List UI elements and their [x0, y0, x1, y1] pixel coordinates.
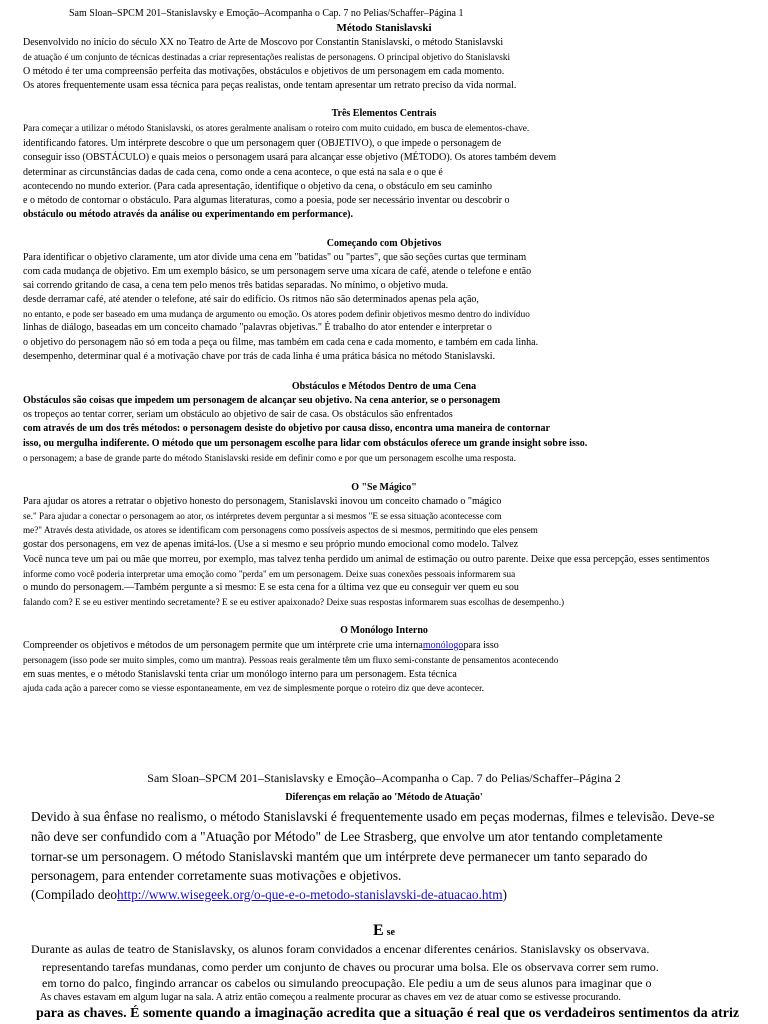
body-line: me?" Através desta atividade, os atores se identificam com personagens como possíveis aspectos de si mesmos, permitindo que eles pensem: [23, 525, 538, 535]
heading-small-text: se: [386, 927, 395, 938]
body-line: sai correndo gritando de casa, a cena tem pelo menos três batidas separadas. No mínimo, o objetivo muda.: [23, 280, 449, 291]
body-line: não deve ser confundido com a "Atuação por Método" de Lee Strasberg, que envolve um ator tentando completamente: [31, 829, 663, 844]
body-line: linhas de diálogo, baseadas em um conceito chamado "palavras objetivas." É trabalho do ator entender e interpretar o: [23, 322, 492, 333]
page-header: Sam Sloan–SPCM 201–Stanislavsky e Emoção–Acompanha o Cap. 7 do Pelias/Schaffer–Página 2: [147, 771, 621, 785]
heading-big-letter: E: [372, 922, 384, 939]
monologo-link[interactable]: monólogo: [422, 640, 464, 651]
body-line: Você nunca teve um pai ou mãe que morreu, por exemplo, mas talvez tenha perdido um animal de estimação ou outro parente. Deixe que essa percepção, esses sentimentos: [23, 554, 710, 565]
body-line: no entanto, e pode ser baseado em uma mudança de argumento ou emoção. Os atores podem definir objetivos mesmo dentro do indivíduo: [23, 309, 530, 319]
compiled-text: (Compilado deo: [31, 887, 118, 902]
body-line: tornar-se um personagem. O método Stanislavski mantém que um intérprete deve permanecer um tanto separado do: [31, 849, 648, 864]
body-line: ajuda cada ação a parecer como se viesse espontaneamente, em vez de simplesmente porque o roteiro diz que deve acontecer.: [23, 683, 484, 693]
body-line: o objetivo do personagem não só em toda a peça ou filme, mas também em cada cena e cada momento, e também em cada linha.: [23, 337, 539, 348]
body-line: Devido à sua ênfase no realismo, o método Stanislavski é frequentemente usado em peças modernas, filmes e televisão. Deve-se: [31, 809, 715, 824]
body-line: e o método de contornar o obstáculo. Para algumas literaturas, como a poesia, pode ser necessário inventar ou descobrir o: [23, 195, 510, 206]
body-line: [23, 641, 499, 651]
body-line: Para ajudar os atores a retratar o objetivo honesto do personagem, Stanislavski inovou um conceito chamado o "mágico: [23, 496, 502, 507]
compiled-line: [31, 888, 507, 901]
intro-line: de atuação é um conjunto de técnicas destinadas a criar representações realistas de personagens. O principal objetivo do Stanislavski: [23, 52, 511, 62]
intro-line: Desenvolvido no início do século XX no Teatro de Arte de Moscovo por Constantin Stanislavski, o método Stanislavski: [23, 37, 504, 48]
body-line: identificando fatores. Um intérprete descobre o que um personagem quer (OBJETIVO), o que impede o personagem de: [23, 138, 502, 149]
body-line: acontecendo no mundo exterior. (Para cada apresentação, identifique o objetivo da cena, o obstáculo em seu caminho: [23, 181, 492, 192]
body-line: em suas mentes, e o método Stanislavski tenta criar um monólogo interno para um personagem. Esta técnica: [23, 669, 457, 680]
body-line: informe como você poderia interpretar uma emoção como "perda" em um personagem. Deixe suas conexões pessoais informarem sua: [23, 569, 516, 579]
section-heading: Obstáculos e Métodos Dentro de uma Cena: [291, 381, 477, 392]
section-heading: [0, 923, 768, 939]
compiled-text: ): [502, 887, 507, 902]
body-line: os tropeços ao tentar correr, seriam um obstáculo ao objetivo de sair de casa. Os obstáculos são enfrentados: [23, 409, 453, 420]
body-line: determinar as circunstâncias dadas de cada cena, como onde a cena acontece, o que está na sala e o que é: [23, 167, 443, 178]
body-line: desempenho, determinar qual é a motivação chave por trás de cada linha é uma prática básica no método Stanislavski.: [23, 351, 496, 362]
page-header: Sam Sloan–SPCM 201–Stanislavsky e Emoção–Acompanha o Cap. 7 no Pelias/Schaffer–Página 1: [69, 8, 464, 19]
page-title: Método Stanislavski: [336, 22, 432, 34]
body-line: representando tarefas mundanas, como perder um conjunto de chaves ou procurar uma bolsa. Ele os observava correr sem rumo.: [42, 960, 659, 974]
body-line: desde derramar café, até atender o telefone, até sair do edifício. Os ritmos não são determinados apenas pela ação,: [23, 294, 479, 305]
section-heading: O "Se Mágico": [351, 482, 417, 493]
body-line: personagem, para entender corretamente suas motivações e objetivos.: [31, 868, 402, 883]
section-heading: Começando com Objetivos: [326, 238, 442, 249]
body-line: falando com? E se eu estiver mentindo secretamente? E se eu estiver apaixonado? Deixe suas respostas informarem suas escolhas de desempenho.): [23, 597, 565, 607]
body-line: Para começar a utilizar o método Stanislavski, os atores geralmente analisam o roteiro com muito cuidado, em busca de elementos-chave.: [23, 123, 530, 133]
section-heading: O Monólogo Interno: [340, 625, 428, 636]
body-line: As chaves estavam em algum lugar na sala. A atriz então começou a realmente procurar as chaves em vez de atuar como se estivesse procurando.: [40, 992, 621, 1003]
body-line: obstáculo ou método através da análise ou experimentando em performance).: [23, 209, 353, 220]
body-line: o mundo do personagem.—Também pergunte a si mesmo: E se esta cena for a última vez que eu conseguir ver quem eu sou: [23, 582, 519, 593]
body-line: isso, ou mergulha indiferente. O método que um personagem escolhe para lidar com obstáculos oferece um grande insight sobre isso.: [23, 438, 588, 449]
body-line: para as chaves. É somente quando a imaginação acredita que a situação é real que os verdadeiros sentimentos da atriz: [36, 1006, 740, 1021]
body-line: com através de um dos três métodos: o personagem desiste do objetivo por causa disso, encontra uma maneira de contornar: [23, 423, 550, 434]
body-text: Compreender os objetivos e métodos de um personagem permite que um intérprete crie uma interna: [23, 640, 423, 651]
body-line: o personagem; a base de grande parte do método Stanislavski reside em definir como e por que um personagem escolhe uma resposta.: [23, 453, 516, 463]
source-link[interactable]: http://www.wisegeek.org/o-que-e-o-metodo-stanislavski-de-atuacao.htm: [117, 887, 503, 902]
section-heading: Três Elementos Centrais: [331, 108, 437, 119]
intro-line: Os atores frequentemente usam essa técnica para peças realistas, onde tentam apresentar um retrato preciso da vida normal.: [23, 80, 517, 91]
body-line: em torno do palco, fingindo arrancar os cabelos ou simulando preocupação. Ele pediu a um de seus alunos para imaginar que o: [42, 976, 652, 990]
body-line: conseguir isso (OBSTÁCULO) e quais meios o personagem usará para alcançar esse objetivo (MÉTODO). Os atores também devem: [23, 152, 557, 163]
body-line: com cada mudança de objetivo. Em um exemplo básico, se um personagem serve uma xícara de café, atende o telefone e então: [23, 266, 532, 277]
body-line: Obstáculos são coisas que impedem um personagem de alcançar seu objetivo. Na cena anterior, se o personagem: [23, 395, 501, 406]
intro-line: O método é ter uma compreensão perfeita das motivações, obstáculos e objetivos de um personagem em cada momento.: [23, 66, 505, 77]
body-line: personagem (isso pode ser muito simples, como um mantra). Pessoas reais geralmente têm um fluxo semi-constante de pensamentos acontecendo: [23, 655, 559, 665]
body-line: Para identificar o objetivo claramente, um ator divide uma cena em "batidas" ou "partes", que são seções curtas que terminam: [23, 252, 527, 263]
body-line: Durante as aulas de teatro de Stanislavsky, os alunos foram convidados a encenar diferentes cenários. Stanislavsky os observava.: [31, 942, 650, 956]
page-title: Diferenças em relação ao 'Método de Atuação': [285, 792, 483, 803]
body-text: para isso: [463, 640, 499, 651]
body-line: se." Para ajudar a conectar o personagem ao ator, os intérpretes devem perguntar a si mesmos "E se essa situação acontecesse com: [23, 511, 502, 521]
body-line: gostar dos personagens, em vez de apenas imitá-los. (Use a si mesmo e seu próprio mundo emocional como modelo. Talvez: [23, 539, 519, 550]
